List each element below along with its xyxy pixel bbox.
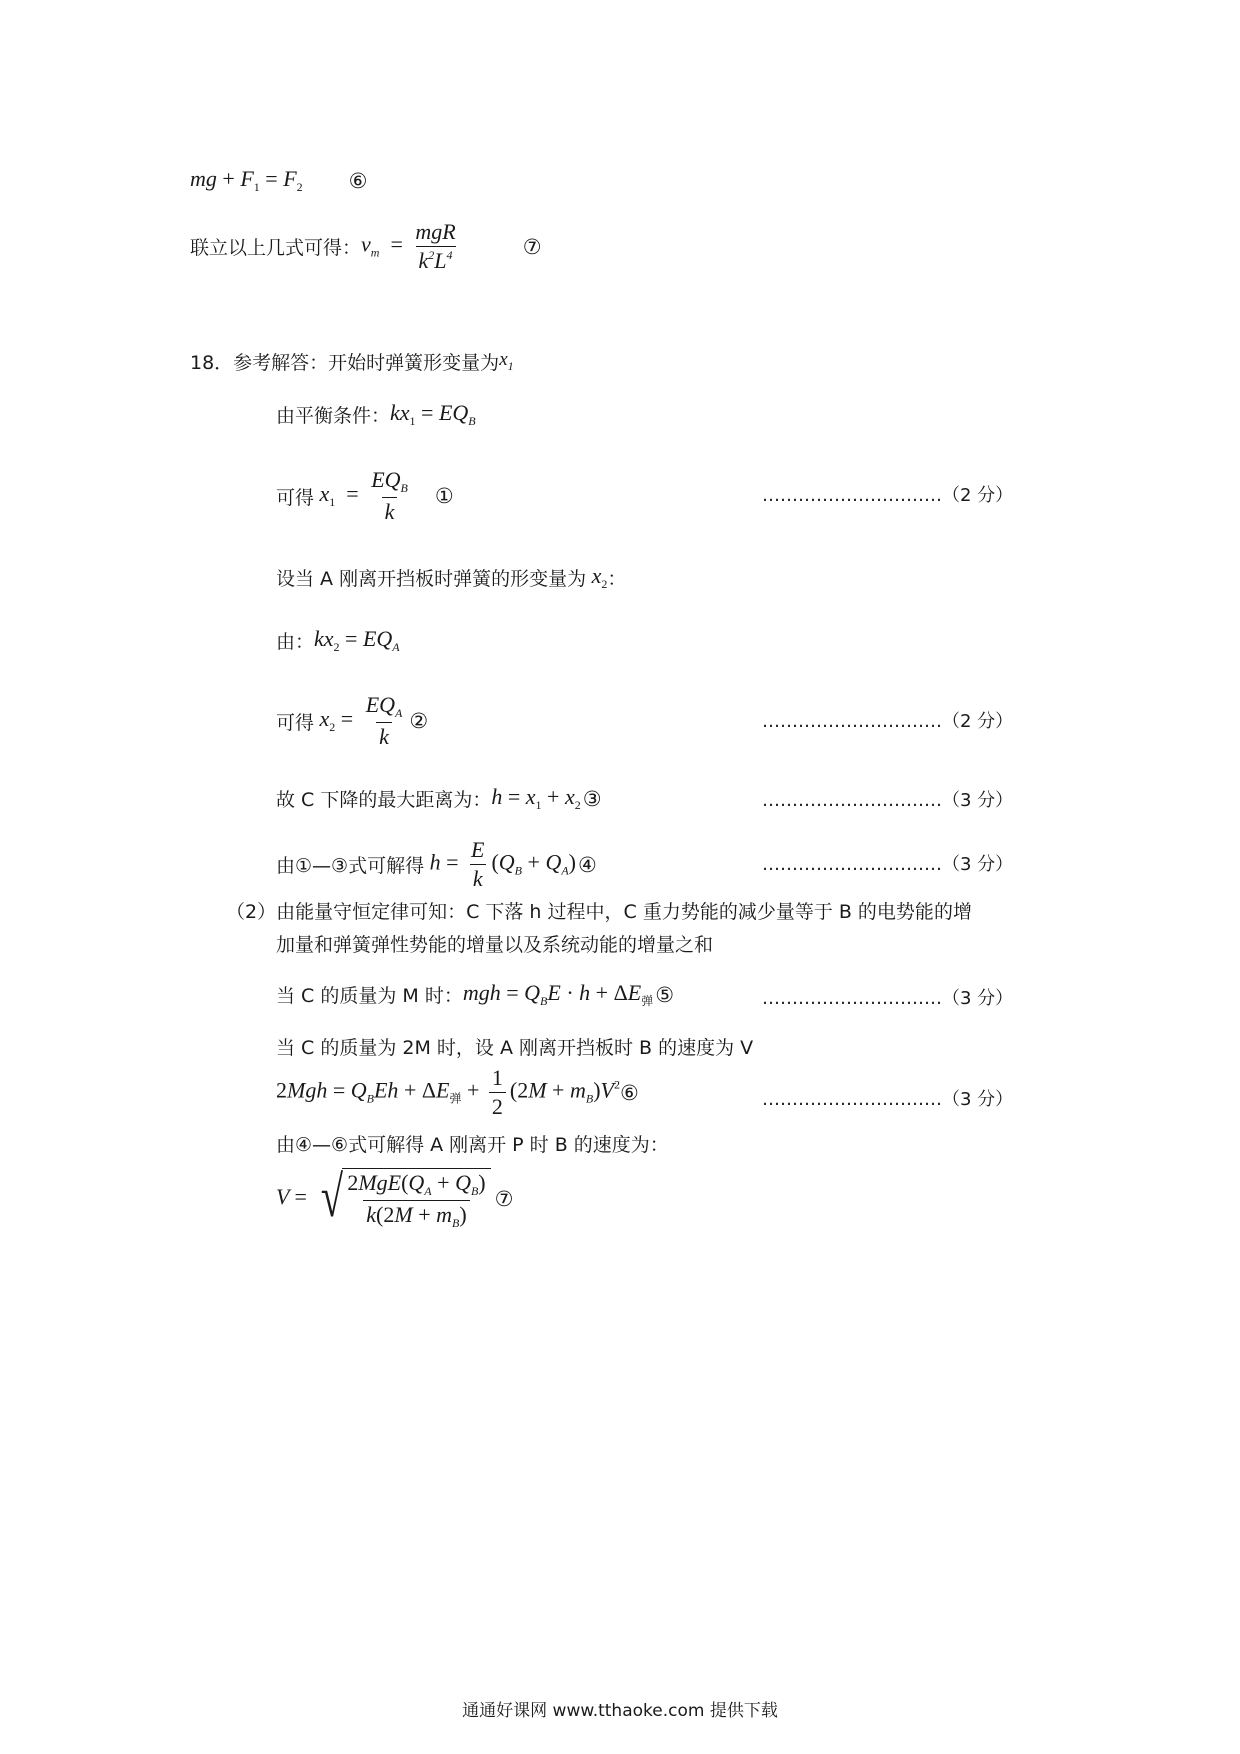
hmax-line: [276, 784, 602, 813]
h-expression: h = $\frac{E}{k}$ $(Q_B + Q_A)$: [424, 837, 576, 892]
x1-prefix: 可得: [276, 486, 315, 509]
by-line: [276, 626, 400, 655]
h-line: [276, 838, 597, 891]
balance-line: [276, 400, 476, 429]
score-5-dots: …………………………: [762, 988, 942, 1009]
score-6-value: （3 分）: [942, 1089, 1014, 1110]
score-1-value: （2 分）: [942, 485, 1014, 506]
x2-intro-text: 设当 A 刚离开挡板时弹簧的形变量为: [276, 568, 587, 590]
part2-text-2: 加量和弹簧弹性势能的增量以及系统动能的增量之和: [276, 934, 714, 956]
speed-intro-text: 由④—⑥式可解得 A 刚离开 P 时 B 的速度为：: [276, 1134, 669, 1156]
mass-2m-text: 当 C 的质量为 2M 时，设 A 刚离开挡板时 B 的速度为 V: [276, 1037, 754, 1059]
speed-intro-line: [276, 1130, 669, 1157]
page-footer: 通通好课网 www.tthaoke.com 提供下载: [462, 1701, 778, 1721]
score-2: [762, 707, 1013, 733]
score-4: [762, 850, 1013, 876]
q18-heading-text: 18．参考解答：开始时弹簧形变量为: [190, 352, 500, 374]
balance-prefix: 由平衡条件：: [276, 405, 391, 427]
mass-m-sub: 弹: [641, 994, 654, 1008]
mass-2m-line: [276, 1033, 753, 1060]
mass-m-number: ⑤: [655, 982, 675, 1007]
x1-line: [276, 468, 454, 524]
energy-2m-line: [276, 1066, 639, 1119]
speed-expression: V = √ $\frac{2MgE(Q_A + Q_B)}{k(2M + m_B)}$: [276, 1168, 491, 1230]
score-2-value: （2 分）: [942, 711, 1014, 732]
part2-line-2: [276, 930, 713, 957]
equation-7: [190, 220, 542, 273]
energy-2m-number: ⑥: [619, 1080, 639, 1105]
eq6-expression: mg + $F_1 = F_2$: [190, 166, 303, 194]
q18-heading-var: $x_1$: [499, 349, 514, 373]
by-expression: $kx_2 = EQ_A$: [314, 626, 400, 654]
score-6: [762, 1085, 1013, 1111]
score-3-value: （3 分）: [942, 790, 1014, 811]
hmax-number: ③: [582, 786, 602, 811]
energy-2m-sub: 弹: [449, 1091, 462, 1106]
eq7-expression: $v_m$ = $\frac{\text{mgR}}{k^2L^4}$: [361, 219, 456, 274]
eq6-number: ⑥: [348, 168, 368, 193]
score-5-value: （3 分）: [942, 988, 1014, 1009]
score-4-value: （3 分）: [942, 854, 1014, 875]
h-number: ④: [578, 852, 597, 877]
speed-number: ⑦: [494, 1187, 514, 1212]
score-2-dots: …………………………: [762, 711, 942, 732]
score-1-dots: …………………………: [762, 485, 942, 506]
x2-number: ②: [409, 709, 429, 734]
x2-line: [276, 693, 428, 749]
balance-expression: $kx_1 = EQ_B$: [390, 400, 476, 428]
mass-m-line: [276, 980, 674, 1009]
eq7-number: ⑦: [522, 234, 542, 259]
equation-6: [190, 166, 367, 195]
score-1: [762, 481, 1013, 507]
x1-expression: $x_1$ = $\frac{EQ_B}{k}$: [314, 467, 408, 525]
x1-number: ①: [434, 484, 454, 509]
energy-2m-expression: $2Mgh = Q_BEh + \Delta E_弹$ + $\frac{1}{2}$ $(2M + m_B)V^2$: [276, 1065, 620, 1120]
part2-text-1: （2）由能量守恒定律可知：C 下落 h 过程中，C 重力势能的减少量等于 B 的电势能的增: [226, 901, 972, 923]
part2-line-1: [226, 897, 972, 924]
x2-intro-var: $x_2$: [586, 563, 608, 591]
eq7-prefix: 联立以上几式可得：: [190, 237, 362, 260]
by-prefix: 由：: [276, 631, 315, 653]
x2-expression: $x_2$ = $\frac{EQ_A}{k}$: [314, 692, 403, 750]
h-prefix: 由①—③式可解得: [276, 855, 425, 878]
x2-intro-suffix: ：: [607, 568, 627, 590]
score-5: [762, 984, 1013, 1010]
score-3-dots: …………………………: [762, 790, 942, 811]
score-3: [762, 786, 1013, 812]
mass-m-prefix: 当 C 的质量为 M 时：: [276, 985, 463, 1007]
q18-heading: [190, 348, 514, 375]
speed-line: [276, 1164, 514, 1231]
mass-m-expression: mgh = $Q_BE \cdot h + \Delta E_弹$: [462, 980, 654, 1008]
hmax-prefix: 故 C 下降的最大距离为：: [276, 789, 492, 811]
x2-prefix: 可得: [276, 711, 315, 734]
score-6-dots: …………………………: [762, 1089, 942, 1110]
score-4-dots: …………………………: [762, 854, 942, 875]
hmax-expression: $h = x_1 + x_2$: [491, 784, 581, 812]
x2-intro-line: [276, 563, 626, 592]
